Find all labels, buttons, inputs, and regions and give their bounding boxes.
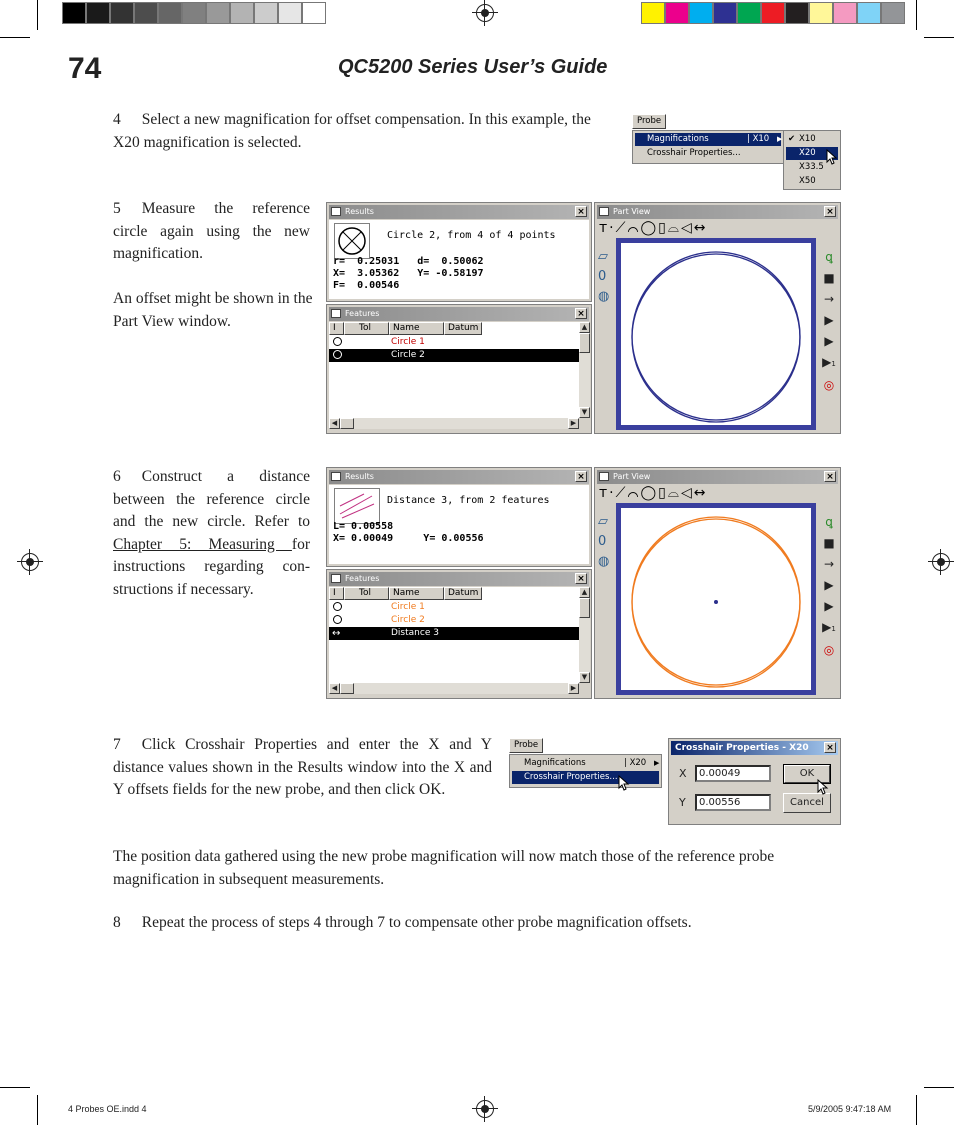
gray-swatch xyxy=(134,2,158,24)
registration-mark-icon xyxy=(21,553,39,571)
step-text: Select a new magnification for offset compensation. In this example, the X20 magnification is selected. xyxy=(113,111,591,151)
left-toolbar[interactable] xyxy=(598,512,612,582)
results-line: r= 0.25031 d= 0.50062 xyxy=(333,256,484,267)
mouse-pointer-icon xyxy=(618,775,630,791)
menu-item-label: Crosshair Properties... xyxy=(524,772,618,782)
circle-icon xyxy=(333,615,342,624)
features-window xyxy=(326,569,592,699)
submenu-label: X33.5 xyxy=(799,162,824,172)
results-heading: Distance 3, from 2 features xyxy=(387,495,550,506)
color-swatch xyxy=(665,2,689,24)
window-title: Features xyxy=(345,309,380,318)
crop-mark xyxy=(916,1095,917,1125)
crop-mark xyxy=(37,1095,38,1125)
mouse-pointer-icon xyxy=(826,149,838,165)
part-view-window xyxy=(594,202,841,434)
mouse-pointer-icon xyxy=(817,779,829,795)
play-icon[interactable]: ▶ xyxy=(824,599,834,613)
window-icon xyxy=(331,472,341,481)
close-button[interactable]: × xyxy=(824,471,836,482)
gray-swatch xyxy=(278,2,302,24)
submenu-item-x10[interactable] xyxy=(786,133,838,146)
submenu-label: X50 xyxy=(799,176,816,186)
gray-swatch xyxy=(62,2,86,24)
window-title: Results xyxy=(345,472,374,481)
probe-dropdown xyxy=(632,130,784,164)
line-tool-icon[interactable]: ⟋ xyxy=(615,485,628,501)
color-swatch xyxy=(881,2,905,24)
window-title: Results xyxy=(345,207,374,216)
scroll-right-icon[interactable]: ▶ xyxy=(568,418,579,429)
step-number: 8 xyxy=(113,914,121,931)
close-button[interactable]: × xyxy=(575,206,587,217)
circle-icon xyxy=(333,602,342,611)
scroll-thumb[interactable] xyxy=(340,418,354,429)
color-swatch xyxy=(857,2,881,24)
blob-tool-icon[interactable]: ⌓ xyxy=(667,220,681,236)
results-window xyxy=(326,467,592,567)
column-header[interactable]: I xyxy=(329,587,344,600)
rectangle-tool-icon[interactable]: ▱ xyxy=(598,249,608,264)
registration-mark-icon xyxy=(476,4,494,22)
page-title: QC5200 Series User’s Guide xyxy=(338,56,608,78)
step-7-paragraph xyxy=(113,734,492,802)
gray-swatch xyxy=(110,2,134,24)
feature-name: Distance 3 xyxy=(391,628,439,638)
step-text: Click Crosshair Properties and enter the X and Y distance values shown in the Results window into the X and Y offsets fields for the new probe, and then click OK. xyxy=(113,736,492,798)
results-line: X= 3.05362 Y= -0.58197 xyxy=(333,268,484,279)
angle-tool-icon[interactable]: ◁ xyxy=(680,220,694,236)
color-swatch xyxy=(737,2,761,24)
window-icon xyxy=(599,207,609,216)
results-pane xyxy=(329,485,589,564)
crop-mark xyxy=(924,1087,954,1088)
menu-item-crosshair-properties[interactable] xyxy=(512,771,659,784)
color-swatch xyxy=(761,2,785,24)
color-swatch xyxy=(833,2,857,24)
color-swatch xyxy=(641,2,665,24)
step-5-paragraph xyxy=(113,198,310,266)
close-button[interactable]: × xyxy=(575,471,587,482)
right-toolbar[interactable] xyxy=(820,247,838,397)
probe-dropdown xyxy=(509,754,662,788)
part-view-frame xyxy=(616,238,816,430)
play-end-icon[interactable]: ▶ xyxy=(824,578,834,592)
menu-item-magnifications[interactable] xyxy=(512,757,659,770)
window-title: Part View xyxy=(613,472,651,481)
results-titlebar xyxy=(329,205,589,219)
distance-feature-icon xyxy=(334,488,380,524)
menu-item-crosshair-properties[interactable] xyxy=(635,147,781,160)
scroll-down-icon[interactable]: ▼ xyxy=(579,672,590,683)
column-header[interactable]: Name xyxy=(389,587,444,600)
chapter-5-link[interactable]: Chapter 5: Measuring xyxy=(113,535,292,553)
scroll-left-icon[interactable]: ◀ xyxy=(329,418,340,429)
features-list xyxy=(329,587,579,683)
close-button[interactable]: × xyxy=(575,573,587,584)
circle-icon xyxy=(333,350,342,359)
dialog-title: Crosshair Properties - X20 xyxy=(675,743,809,753)
table-row[interactable] xyxy=(329,614,579,627)
column-header[interactable]: Tol xyxy=(344,322,389,335)
step-number: 6 xyxy=(113,468,121,485)
angle-tool-icon[interactable]: ◁ xyxy=(680,485,694,501)
feature-name: Circle 2 xyxy=(391,615,425,625)
submenu-arrow-icon: ▶ xyxy=(777,135,783,143)
step-text: Repeat the process of steps 4 through 7 to compensate other probe magnification offsets. xyxy=(141,914,692,931)
arrow-right-icon[interactable]: → xyxy=(823,557,835,571)
submenu-item-x50[interactable] xyxy=(786,175,838,188)
step-number: 4 xyxy=(113,111,121,128)
slot-tool-icon[interactable]: ▯ xyxy=(658,220,668,236)
horizontal-scrollbar[interactable] xyxy=(329,683,579,694)
horizontal-scrollbar[interactable] xyxy=(329,418,579,429)
results-values xyxy=(333,256,484,292)
ellipse-tool-icon[interactable]: 0 xyxy=(598,269,607,284)
scroll-thumb[interactable] xyxy=(579,598,590,618)
gray-swatch xyxy=(254,2,278,24)
features-titlebar xyxy=(329,572,589,586)
column-header[interactable]: Datum xyxy=(444,322,482,335)
x-label: X xyxy=(679,767,687,780)
feature-name: Circle 2 xyxy=(391,350,425,360)
results-window xyxy=(326,202,592,302)
probe-color-icon[interactable]: ꝗ xyxy=(825,515,833,529)
crop-mark xyxy=(37,0,38,30)
scroll-up-icon[interactable]: ▲ xyxy=(579,322,590,333)
window-icon xyxy=(331,207,341,216)
probe-color-icon[interactable]: ꝗ xyxy=(825,250,833,264)
scroll-thumb[interactable] xyxy=(340,683,354,694)
gray-swatch xyxy=(206,2,230,24)
part-view-canvas[interactable] xyxy=(621,243,811,425)
step-text-continued: for instructions regarding con-structions if necessary. xyxy=(113,535,310,598)
step-5-note: An offset might be shown in the Part View window. xyxy=(113,290,313,330)
target-icon[interactable]: ◎ xyxy=(823,378,835,392)
results-values xyxy=(333,521,484,545)
table-row[interactable] xyxy=(329,336,579,349)
magnification-submenu xyxy=(783,130,841,190)
point-tool-icon[interactable]: · xyxy=(609,485,616,501)
crosshair-properties-dialog xyxy=(668,738,841,825)
distance-tool-icon[interactable]: ↔ xyxy=(693,485,708,501)
x-offset-input[interactable]: 0.00049 xyxy=(695,765,771,782)
probe-menu-label: Probe xyxy=(637,116,662,126)
color-swatch xyxy=(809,2,833,24)
scroll-up-icon[interactable]: ▲ xyxy=(579,587,590,598)
close-button[interactable]: × xyxy=(575,308,587,319)
circle-feature-icon xyxy=(334,223,370,259)
globe-tool-icon[interactable]: ◍ xyxy=(598,289,610,304)
probe-menu-button[interactable] xyxy=(509,738,543,753)
feature-name: Circle 1 xyxy=(391,602,425,612)
table-row[interactable] xyxy=(329,601,579,614)
checkmark-icon: ✔ xyxy=(788,134,796,144)
crop-mark xyxy=(0,1087,30,1088)
globe-tool-icon[interactable]: ◍ xyxy=(598,554,610,569)
results-line: L= 0.00558 xyxy=(333,521,394,532)
vertical-scrollbar[interactable] xyxy=(579,322,590,418)
circle-icon xyxy=(333,337,342,346)
registration-mark-icon xyxy=(932,553,950,571)
scroll-down-icon[interactable]: ▼ xyxy=(579,407,590,418)
table-row[interactable] xyxy=(329,627,579,640)
menu-item-label: Magnifications xyxy=(647,134,709,144)
color-swatch xyxy=(689,2,713,24)
summary-paragraph: The position data gathered using the new probe magnification will now match those of the reference probe magnification in subsequent measurements. xyxy=(113,848,775,888)
close-button[interactable]: × xyxy=(824,742,836,753)
probe-tool-icon[interactable]: ᴛ xyxy=(599,220,610,236)
scroll-thumb[interactable] xyxy=(579,333,590,353)
submenu-arrow-icon: ▶ xyxy=(654,759,660,767)
features-list xyxy=(329,322,579,418)
arc-tool-icon[interactable]: ⌒ xyxy=(627,485,641,501)
close-button[interactable]: × xyxy=(824,206,836,217)
current-mag-label: | X20 xyxy=(624,758,647,768)
features-window xyxy=(326,304,592,434)
results-line: F= 0.00546 xyxy=(333,280,400,291)
arrow-right-icon[interactable]: → xyxy=(823,292,835,306)
part-view-frame xyxy=(616,503,816,695)
gray-swatch xyxy=(86,2,110,24)
target-icon[interactable]: ◎ xyxy=(823,643,835,657)
step-icon[interactable]: ▶1 xyxy=(822,355,836,369)
window-title: Part View xyxy=(613,207,651,216)
play-icon[interactable]: ▶ xyxy=(824,334,834,348)
vertical-scrollbar[interactable] xyxy=(579,587,590,683)
submenu-label: X20 xyxy=(799,148,816,158)
fill-tool-icon[interactable]: ■ xyxy=(823,536,835,550)
crop-mark xyxy=(0,37,30,38)
slot-tool-icon[interactable]: ▯ xyxy=(658,485,668,501)
measure-toolbar[interactable] xyxy=(599,485,707,501)
menu-item-magnifications[interactable] xyxy=(635,133,781,146)
gray-swatch xyxy=(182,2,206,24)
step-8-paragraph xyxy=(113,912,841,935)
results-pane xyxy=(329,220,589,299)
column-header[interactable]: Name xyxy=(389,322,444,335)
step-count: 1 xyxy=(831,625,836,633)
probe-menu-button[interactable] xyxy=(632,114,666,129)
table-row[interactable] xyxy=(329,349,579,362)
column-header[interactable]: Datum xyxy=(444,587,482,600)
circle-tool-icon[interactable]: ◯ xyxy=(640,220,659,236)
left-toolbar[interactable] xyxy=(598,247,612,317)
y-label: Y xyxy=(679,796,686,809)
play-end-icon[interactable]: ▶ xyxy=(824,313,834,327)
window-icon xyxy=(599,472,609,481)
results-line: X= 0.00049 Y= 0.00556 xyxy=(333,533,484,544)
results-heading: Circle 2, from 4 of 4 points xyxy=(387,230,556,241)
distance-tool-icon[interactable]: ↔ xyxy=(693,220,708,236)
part-view-titlebar xyxy=(597,470,838,484)
dialog-titlebar xyxy=(671,741,838,755)
step-count: 1 xyxy=(831,360,836,368)
registration-mark-icon xyxy=(476,1100,494,1118)
step-text: Measure the reference circle again using the new magnification. xyxy=(113,200,310,262)
step-number: 7 xyxy=(113,736,121,753)
column-header[interactable]: Tol xyxy=(344,587,389,600)
scroll-right-icon[interactable]: ▶ xyxy=(568,683,579,694)
gray-swatch xyxy=(158,2,182,24)
ellipse-tool-icon[interactable]: 0 xyxy=(598,534,607,549)
step-4-paragraph xyxy=(113,109,618,154)
circle-tool-icon[interactable]: ◯ xyxy=(640,485,659,501)
window-icon xyxy=(331,574,341,583)
current-mag-label: | X10 xyxy=(747,134,770,144)
probe-menu-label: Probe xyxy=(514,740,539,750)
distance-center-point xyxy=(714,600,718,604)
part-view-window xyxy=(594,467,841,699)
color-swatch xyxy=(713,2,737,24)
page-number: 74 xyxy=(68,52,102,85)
part-view-canvas[interactable] xyxy=(621,508,811,690)
crop-mark xyxy=(916,0,917,30)
point-tool-icon[interactable]: · xyxy=(609,220,616,236)
gray-swatch xyxy=(230,2,254,24)
window-title: Features xyxy=(345,574,380,583)
part-view-titlebar xyxy=(597,205,838,219)
menu-item-label: Crosshair Properties... xyxy=(647,148,741,158)
window-icon xyxy=(331,309,341,318)
ok-button-label: OK xyxy=(784,765,830,783)
right-toolbar[interactable] xyxy=(820,512,838,662)
step-6-paragraph xyxy=(113,466,310,601)
results-titlebar xyxy=(329,470,589,484)
gray-swatch xyxy=(302,2,326,24)
crop-mark xyxy=(924,37,954,38)
fill-tool-icon[interactable]: ■ xyxy=(823,271,835,285)
step-number: 5 xyxy=(113,200,121,217)
color-swatch xyxy=(785,2,809,24)
probe-tool-icon[interactable]: ᴛ xyxy=(599,485,610,501)
rectangle-tool-icon[interactable]: ▱ xyxy=(598,514,608,529)
column-header[interactable]: I xyxy=(329,322,344,335)
scroll-left-icon[interactable]: ◀ xyxy=(329,683,340,694)
menu-item-label: Magnifications xyxy=(524,758,586,768)
y-offset-input[interactable]: 0.00556 xyxy=(695,794,771,811)
feature-name: Circle 1 xyxy=(391,337,425,347)
cancel-button[interactable]: Cancel xyxy=(783,793,831,813)
arc-tool-icon[interactable]: ⌒ xyxy=(627,220,641,236)
step-text: Construct a distance between the reference circle and the new circle. Refer to xyxy=(113,468,310,530)
distance-icon: ↔ xyxy=(332,628,341,639)
footer-filename: 4 Probes OE.indd 4 xyxy=(68,1104,147,1114)
footer-timestamp: 5/9/2005 9:47:18 AM xyxy=(808,1104,892,1114)
step-icon[interactable]: ▶1 xyxy=(822,620,836,634)
features-titlebar xyxy=(329,307,589,321)
measure-toolbar[interactable] xyxy=(599,220,707,236)
submenu-label: X10 xyxy=(799,134,816,144)
blob-tool-icon[interactable]: ⌓ xyxy=(667,485,681,501)
line-tool-icon[interactable]: ⟋ xyxy=(615,220,628,236)
